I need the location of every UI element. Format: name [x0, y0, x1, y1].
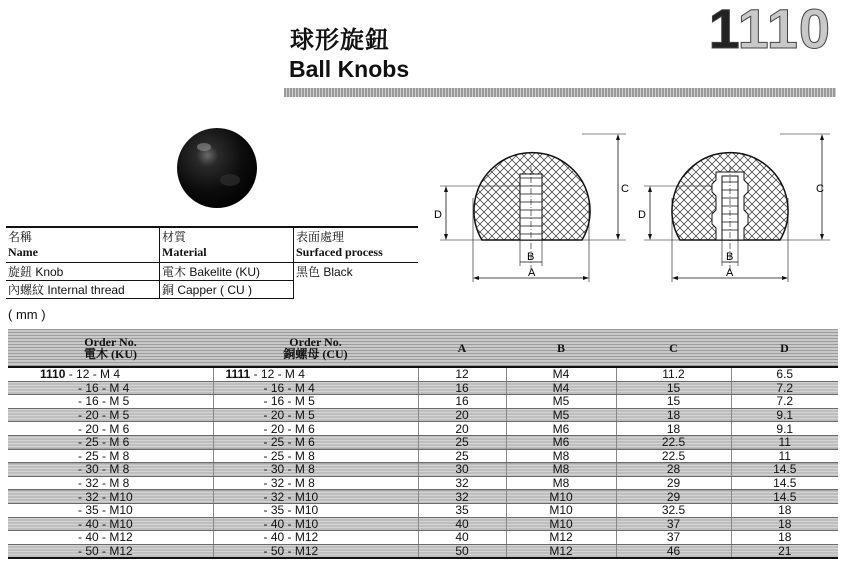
- dim-d-cell: 18: [731, 503, 838, 517]
- dim-d-cell: 11: [731, 435, 838, 449]
- ku-knob-section-drawing: [432, 128, 632, 286]
- dim-c-cell: 15: [616, 395, 731, 409]
- order-suffix: - 50 - M12: [263, 544, 319, 559]
- order-no-ku-cell: [8, 490, 213, 504]
- order-suffix: - 12 - M 4: [253, 367, 305, 382]
- order-prefix-cu: 1111: [225, 367, 251, 382]
- dim-c-cell: 15: [616, 381, 731, 395]
- dim-c-cell: 46: [616, 544, 731, 558]
- title-divider-bar: [284, 88, 836, 97]
- order-no-cu-cell: [213, 476, 418, 490]
- order-suffix: - 30 - M 8: [78, 462, 130, 477]
- dim-a-label: A: [528, 267, 536, 279]
- dim-a-cell: 16: [418, 381, 506, 395]
- header-surface-en: Surfaced process: [294, 245, 419, 263]
- dim-d-cell: 9.1: [731, 408, 838, 422]
- table-row: [8, 490, 838, 504]
- cell-material: 銅 Capper ( CU ): [160, 281, 294, 299]
- dim-c-label: C: [816, 183, 824, 195]
- model-number: 1110: [708, 0, 831, 60]
- dim-d-cell: 18: [731, 517, 838, 531]
- order-suffix: - 20 - M 5: [263, 408, 315, 423]
- dim-a-cell: 12: [418, 367, 506, 381]
- dim-d-cell: 6.5: [731, 367, 838, 381]
- order-suffix: - 16 - M 4: [263, 380, 315, 395]
- order-suffix: - 16 - M 5: [78, 394, 130, 409]
- dim-a-cell: 35: [418, 503, 506, 517]
- order-no-cu-cell: [213, 544, 418, 558]
- dim-b-label: B: [527, 251, 535, 263]
- table-row: [8, 531, 838, 545]
- dim-c-cell: 29: [616, 490, 731, 504]
- dim-b-cell: M12: [506, 544, 616, 558]
- dim-d-cell: 14.5: [731, 490, 838, 504]
- order-suffix: - 35 - M10: [78, 503, 133, 518]
- table-row: [8, 517, 838, 531]
- order-suffix: - 12 - M 4: [68, 367, 121, 382]
- dim-c-cell: 22.5: [616, 435, 731, 449]
- order-suffix: - 32 - M10: [78, 489, 133, 504]
- dim-c-cell: 18: [616, 408, 731, 422]
- dim-a-cell: 32: [418, 476, 506, 490]
- order-suffix: - 16 - M 4: [78, 380, 130, 395]
- col-header-d: D: [731, 329, 838, 367]
- table-row: [8, 463, 838, 477]
- order-no-cu-cell: [213, 395, 418, 409]
- order-suffix: - 25 - M 8: [263, 448, 315, 463]
- order-suffix: - 16 - M 5: [263, 394, 315, 409]
- dim-c-cell: 11.2: [616, 367, 731, 381]
- material-table: [6, 226, 418, 299]
- dim-d-cell: 9.1: [731, 422, 838, 436]
- table-row: [8, 503, 838, 517]
- title-chinese: 球形旋鈕: [290, 27, 390, 54]
- table-row: [8, 422, 838, 436]
- order-no-cu-cell: [213, 490, 418, 504]
- dim-c-cell: 32.5: [616, 503, 731, 517]
- dim-d-cell: 7.2: [731, 395, 838, 409]
- dim-c-cell: 22.5: [616, 449, 731, 463]
- order-suffix: - 20 - M 6: [263, 421, 315, 436]
- dim-a-cell: 20: [418, 422, 506, 436]
- dim-d-cell: 11: [731, 449, 838, 463]
- cell-surface: 黑色 Black: [294, 263, 419, 281]
- dim-a-cell: 50: [418, 544, 506, 558]
- table-row: [8, 476, 838, 490]
- order-suffix: - 32 - M10: [263, 489, 319, 504]
- dim-b-cell: M8: [506, 476, 616, 490]
- table-row: [8, 449, 838, 463]
- material-row: [6, 281, 418, 299]
- dim-a-cell: 25: [418, 435, 506, 449]
- dim-b-cell: M10: [506, 503, 616, 517]
- col-header-c: C: [616, 329, 731, 367]
- order-suffix: - 32 - M 8: [78, 476, 130, 491]
- header-surface-cn: 表面處理: [294, 227, 419, 245]
- dim-d-cell: 14.5: [731, 476, 838, 490]
- order-suffix: - 35 - M10: [263, 503, 319, 518]
- order-no-cu-cell: [213, 449, 418, 463]
- order-no-cu-cell: [213, 435, 418, 449]
- order-no-ku-cell: [8, 544, 213, 558]
- order-no-ku-cell: [8, 381, 213, 395]
- dim-b-cell: M10: [506, 517, 616, 531]
- dim-d-cell: 14.5: [731, 463, 838, 477]
- dim-b-cell: M4: [506, 381, 616, 395]
- order-suffix: - 25 - M 6: [78, 435, 130, 450]
- order-no-ku-cell: [8, 395, 213, 409]
- order-no-ku-cell: [8, 449, 213, 463]
- dim-d-cell: 21: [731, 544, 838, 558]
- order-no-cu-cell: [213, 408, 418, 422]
- dim-b-cell: M6: [506, 422, 616, 436]
- order-no-ku-cell: [8, 408, 213, 422]
- order-suffix: - 20 - M 5: [78, 408, 130, 423]
- table-row: [8, 367, 838, 381]
- order-no-ku-cell: [8, 517, 213, 531]
- dim-b-cell: M10: [506, 490, 616, 504]
- dim-d-cell: 18: [731, 531, 838, 545]
- dim-b-cell: M4: [506, 367, 616, 381]
- header-material-cn: 材質: [160, 227, 294, 245]
- dim-c-label: C: [621, 183, 629, 195]
- header-material-en: Material: [160, 245, 294, 263]
- cell-name: 內螺紋 Internal thread: [6, 281, 160, 299]
- header-name-en: Name: [6, 245, 160, 263]
- dim-b-cell: M12: [506, 531, 616, 545]
- order-no-cu-cell: [213, 531, 418, 545]
- dim-b-cell: M5: [506, 395, 616, 409]
- order-no-ku-cell: [8, 531, 213, 545]
- order-no-ku-cell: [8, 476, 213, 490]
- dim-b-cell: M8: [506, 449, 616, 463]
- dim-a-cell: 40: [418, 531, 506, 545]
- dim-c-cell: 28: [616, 463, 731, 477]
- order-suffix: - 32 - M 8: [263, 476, 315, 491]
- dim-b-cell: M5: [506, 408, 616, 422]
- dim-b-cell: M6: [506, 435, 616, 449]
- order-no-cu-cell: [213, 422, 418, 436]
- order-suffix: - 25 - M 8: [78, 448, 130, 463]
- cell-surface: [294, 281, 419, 299]
- dim-c-cell: 37: [616, 531, 731, 545]
- ball-knob-photo: [174, 125, 260, 211]
- cu-knob-section-drawing: [636, 128, 836, 286]
- dim-d-cell: 7.2: [731, 381, 838, 395]
- order-no-cu-cell: [213, 503, 418, 517]
- material-header-en-row: [6, 245, 418, 263]
- order-suffix: - 50 - M12: [78, 544, 133, 559]
- col-header-a: A: [418, 329, 506, 367]
- order-no-ku-cell: [8, 422, 213, 436]
- col-header-cu: Order No. 銅螺母 (CU): [213, 329, 418, 367]
- table-row: [8, 408, 838, 422]
- col-header-ku: Order No. 電木 (KU): [8, 329, 213, 367]
- order-suffix: - 40 - M10: [78, 516, 133, 531]
- order-no-cu-cell: [213, 517, 418, 531]
- order-suffix: - 40 - M12: [263, 530, 319, 545]
- order-no-cu-cell: [213, 381, 418, 395]
- dim-c-cell: 29: [616, 476, 731, 490]
- cell-material: 電木 Bakelite (KU): [160, 263, 294, 281]
- dim-a-label: A: [726, 267, 734, 279]
- dim-a-cell: 32: [418, 490, 506, 504]
- order-suffix: - 20 - M 6: [78, 421, 130, 436]
- dim-b-cell: M8: [506, 463, 616, 477]
- order-prefix-ku: 1110: [40, 367, 66, 382]
- dim-a-cell: 25: [418, 449, 506, 463]
- table-row: [8, 544, 838, 558]
- material-row: [6, 263, 418, 281]
- order-no-ku-cell: [8, 367, 213, 381]
- dim-c-cell: 37: [616, 517, 731, 531]
- material-header-cn-row: [6, 227, 418, 245]
- dim-d-label: D: [638, 209, 646, 221]
- dim-b-label: B: [726, 251, 734, 263]
- table-row: [8, 395, 838, 409]
- order-no-ku-cell: [8, 463, 213, 477]
- order-table-body: [8, 367, 838, 558]
- order-no-cu-cell: [213, 367, 418, 381]
- order-suffix: - 40 - M12: [78, 530, 133, 545]
- unit-label: ( mm ): [8, 307, 46, 322]
- order-suffix: - 40 - M10: [263, 516, 319, 531]
- order-no-cu-cell: [213, 463, 418, 477]
- dim-a-cell: 20: [418, 408, 506, 422]
- col-header-b: B: [506, 329, 616, 367]
- dim-d-label: D: [434, 209, 442, 221]
- order-no-ku-cell: [8, 435, 213, 449]
- order-suffix: - 25 - M 6: [263, 435, 315, 450]
- order-table: [8, 329, 838, 559]
- title-english: Ball Knobs: [289, 56, 410, 82]
- table-row: [8, 435, 838, 449]
- dim-a-cell: 40: [418, 517, 506, 531]
- order-no-ku-cell: [8, 503, 213, 517]
- order-suffix: - 30 - M 8: [263, 462, 315, 477]
- table-row: [8, 381, 838, 395]
- header-name-cn: 名稱: [6, 227, 160, 245]
- order-table-header: [8, 329, 838, 367]
- cell-name: 旋鈕 Knob: [6, 263, 160, 281]
- dim-a-cell: 16: [418, 395, 506, 409]
- dim-c-cell: 18: [616, 422, 731, 436]
- dim-a-cell: 30: [418, 463, 506, 477]
